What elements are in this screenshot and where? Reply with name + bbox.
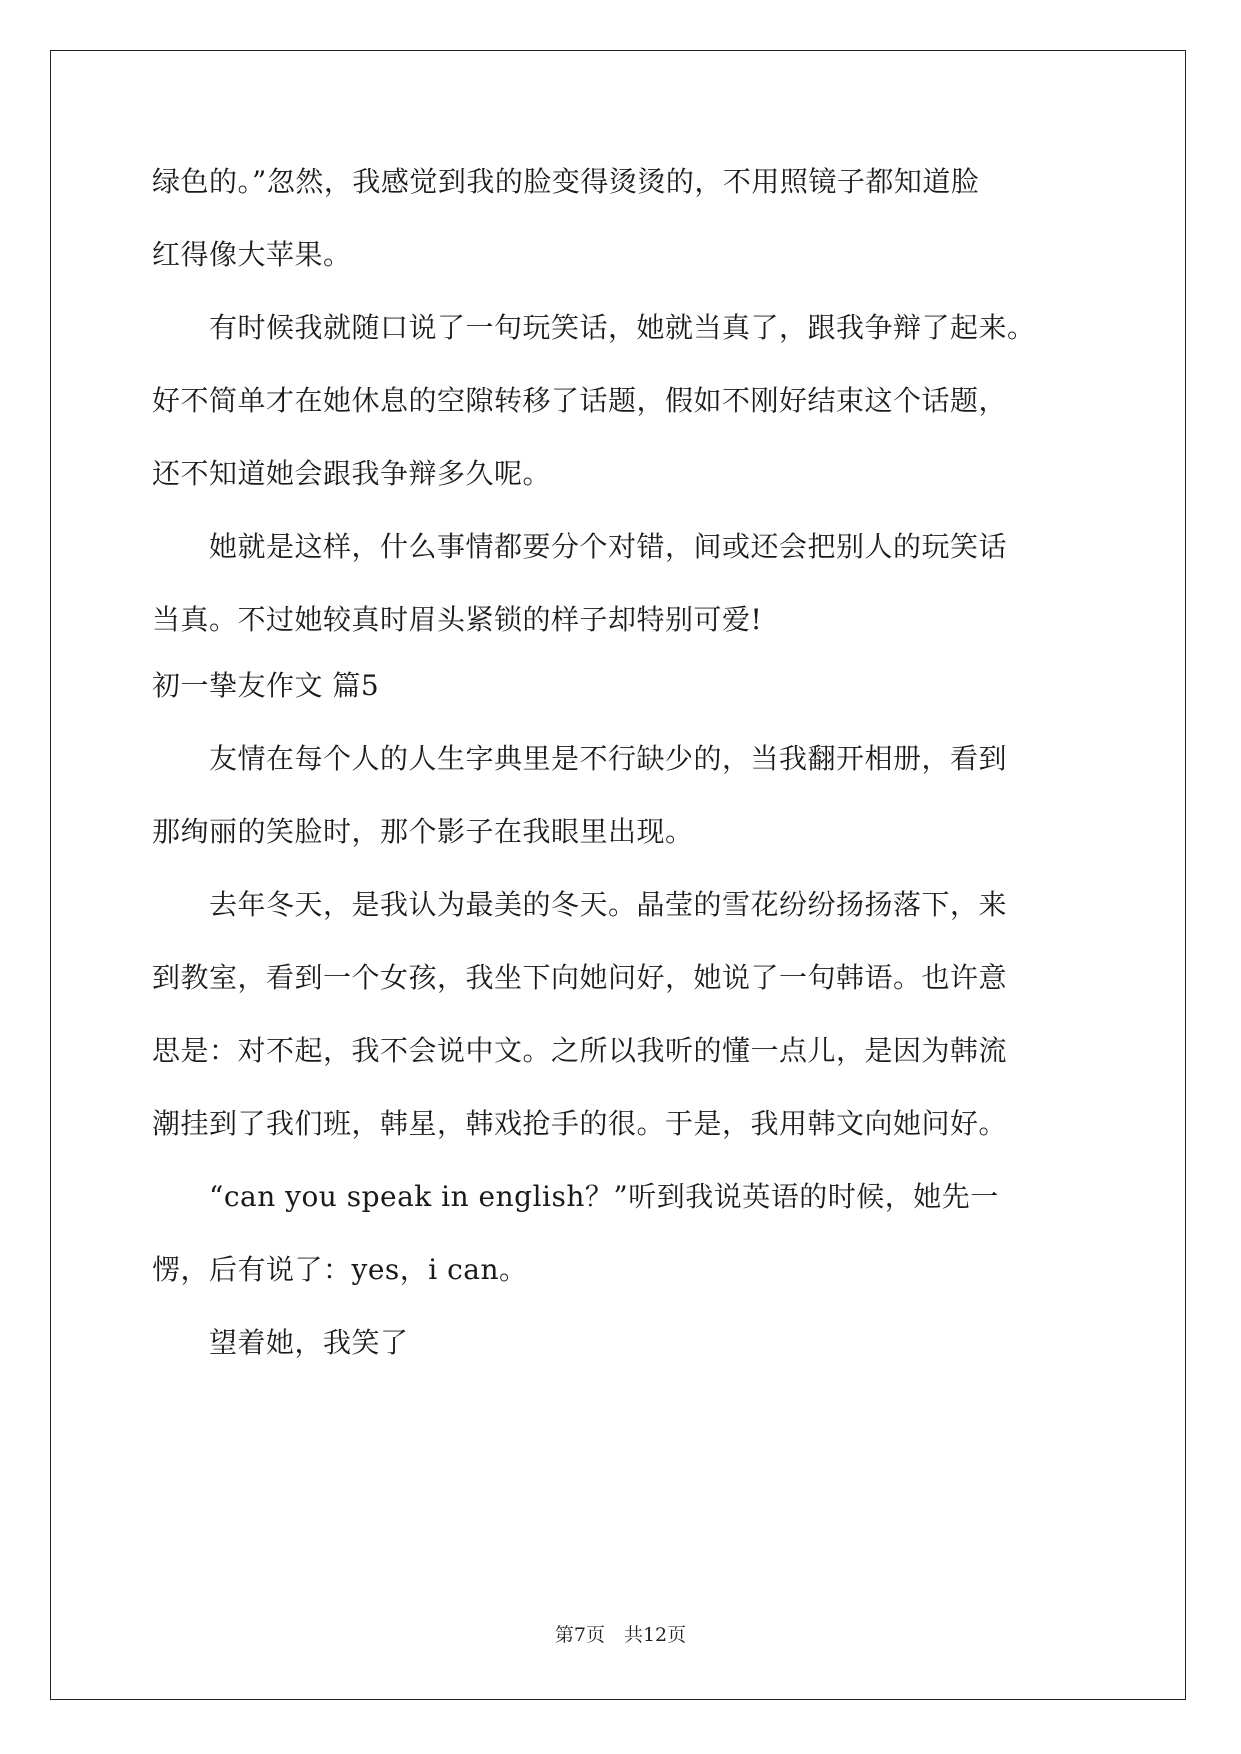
- section-heading: 初一挚友作文 篇5: [152, 669, 380, 702]
- page-number: 第7页 共12页: [554, 1624, 687, 1646]
- paragraph-line: “can you speak in english？”听到我说英语的时候，她先一: [152, 1180, 999, 1213]
- paragraph-line: 去年冬天，是我认为最美的冬天。晶莹的雪花纷纷扬扬落下，来: [152, 888, 1008, 921]
- paragraph-line: 红得像大苹果。: [152, 238, 352, 271]
- paragraph-line: 那绚丽的笑脸时，那个影子在我眼里出现。: [152, 815, 694, 848]
- paragraph-line: 当真。不过她较真时眉头紧锁的样子却特别可爱!: [152, 603, 763, 636]
- paragraph-line: 望着她，我笑了: [152, 1326, 409, 1359]
- paragraph-line: 到教室，看到一个女孩，我坐下向她问好，她说了一句韩语。也许意: [152, 961, 1008, 994]
- paragraph-line: 她就是这样，什么事情都要分个对错，间或还会把别人的玩笑话: [152, 530, 1008, 563]
- page-border: [50, 50, 1186, 1700]
- paragraph-line: 好不简单才在她休息的空隙转移了话题，假如不刚好结束这个话题，: [152, 384, 1008, 417]
- paragraph-line: 友情在每个人的人生字典里是不行缺少的，当我翻开相册，看到: [152, 742, 1008, 775]
- paragraph-line: 还不知道她会跟我争辩多久呢。: [152, 457, 552, 490]
- paragraph-line: 绿色的。”忽然，我感觉到我的脸变得烫烫的，不用照镜子都知道脸: [152, 165, 980, 198]
- paragraph-line: 有时候我就随口说了一句玩笑话，她就当真了，跟我争辩了起来。: [152, 311, 1036, 344]
- paragraph-line: 潮挂到了我们班，韩星，韩戏抢手的很。于是，我用韩文向她问好。: [152, 1107, 1008, 1140]
- paragraph-line: 愣，后有说了：yes，i can。: [152, 1253, 528, 1286]
- paragraph-line: 思是：对不起，我不会说中文。之所以我听的懂一点儿，是因为韩流: [152, 1034, 1008, 1067]
